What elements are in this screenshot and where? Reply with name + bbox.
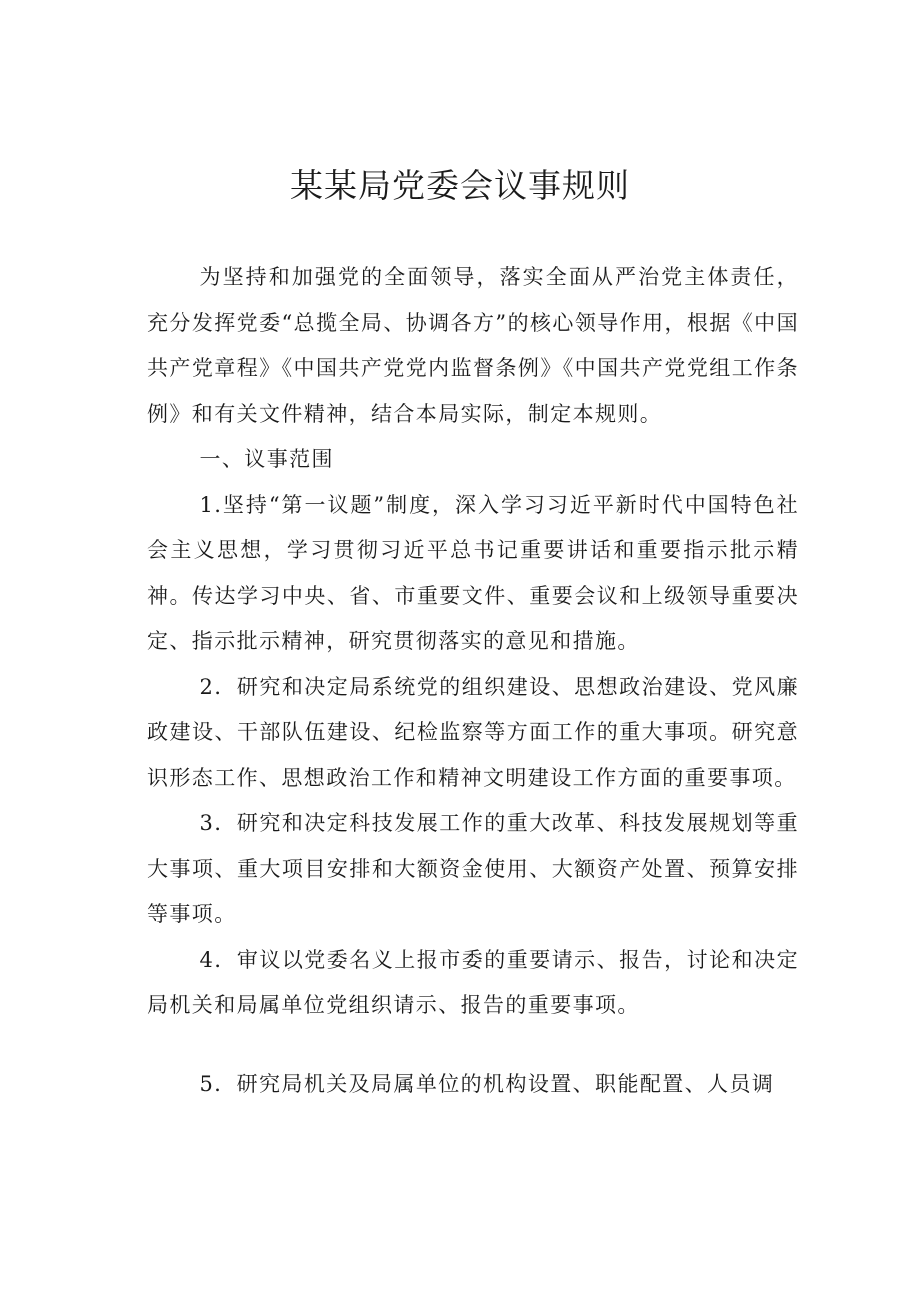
document-title: 某某局党委会议事规则 bbox=[290, 166, 630, 205]
list-item: 1.坚持“第一议题”制度，深入学习习近平新时代中国特色社会主义思想，学习贯彻习近平总书记重要讲话和重要指示批示精神。传达学习中央、省、市重要文件、重要会议和上级领导重要决定、指示批示精神，研究贯彻落实的意见和措施。 bbox=[147, 492, 799, 653]
document-body bbox=[147, 255, 799, 1107]
list-item: 5．研究局机关及局属单位的机构设置、职能配置、人员调 bbox=[199, 1071, 775, 1096]
paragraph-gap bbox=[147, 1029, 799, 1062]
list-item: 2．研究和决定局系统党的组织建设、思想政治建设、党风廉政建设、干部队伍建设、纪检监察等方面工作的重大事项。研究意识形态工作、思想政治工作和精神文明建设工作方面的重要事项。 bbox=[147, 674, 799, 790]
section-heading-scope: 一、议事范围 bbox=[199, 447, 334, 471]
list-item: 4．审议以党委名义上报市委的重要请示、报告，讨论和决定局机关和局属单位党组织请示、报告的重要事项。 bbox=[147, 947, 799, 1017]
list-item: 3．研究和决定科技发展工作的重大改革、科技发展规划等重大事项、重大项目安排和大额资金使用、大额资产处置、预算安排等事项。 bbox=[147, 811, 799, 926]
intro-paragraph: 为坚持和加强党的全面领导，落实全面从严治党主体责任，充分发挥党委“总揽全局、协调各方”的核心领导作用，根据《中国共产党章程》《中国共产党党内监督条例》《中国共产党党组工作条例》和有关文件精神，结合本局实际，制定本规则。 bbox=[147, 265, 799, 426]
